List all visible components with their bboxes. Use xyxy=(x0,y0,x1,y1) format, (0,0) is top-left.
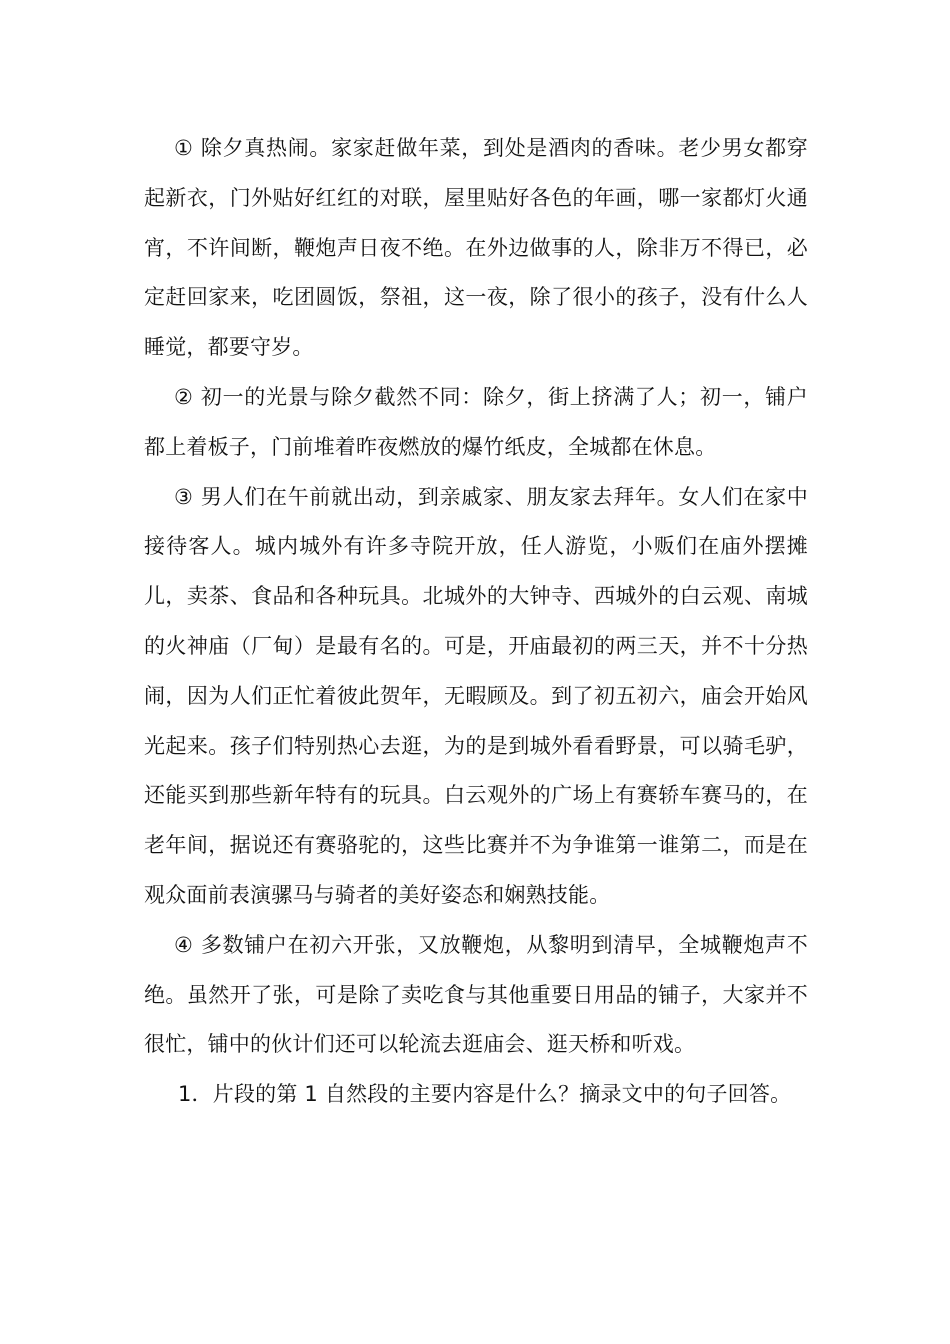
paragraph-4: ④ 多数铺户在初六开张，又放鞭炮，从黎明到清早，全城鞭炮声不绝。虽然开了张，可是除了卖吃食与其他重要日用品的铺子，大家并不很忙，铺中的伙计们还可以轮流去逛庙会、逛天桥和听戏。 xyxy=(144,932,808,1057)
document-body xyxy=(144,124,808,1120)
paragraph-2: ② 初一的光景与除夕截然不同：除夕，街上挤满了人；初一，铺户都上着板子，门前堆着昨夜燃放的爆竹纸皮，全城都在休息。 xyxy=(144,384,808,459)
paragraph-1: ① 除夕真热闹。家家赶做年菜，到处是酒肉的香味。老少男女都穿起新衣，门外贴好红红的对联，屋里贴好各色的年画，哪一家都灯火通宵，不许间断，鞭炮声日夜不绝。在外边做事的人，除非万不得已，必定赶回家来，吃团圆饭，祭祖，这一夜，除了很小的孩子，没有什么人睡觉，都要守岁。 xyxy=(144,136,808,360)
question-1: 1．片段的第 1 自然段的主要内容是什么？摘录文中的句子回答。 xyxy=(178,1082,792,1107)
paragraph-3: ③ 男人们在午前就出动，到亲戚家、朋友家去拜年。女人们在家中接待客人。城内城外有许多寺院开放，任人游览，小贩们在庙外摆摊儿，卖茶、食品和各种玩具。北城外的大钟寺、西城外的白云观、南城的火神庙（厂甸）是最有名的。可是，开庙最初的两三天，并不十分热闹，因为人们正忙着彼此贺年，无暇顾及。到了初五初六，庙会开始风光起来。孩子们特别热心去逛，为的是到城外看看野景，可以骑毛驴，还能买到那些新年特有的玩具。白云观外的广场上有赛轿车赛马的，在老年间，据说还有赛骆驼的，这些比赛并不为争谁第一谁第二，而是在观众面前表演骡马与骑者的美好姿态和娴熟技能。 xyxy=(144,484,808,907)
